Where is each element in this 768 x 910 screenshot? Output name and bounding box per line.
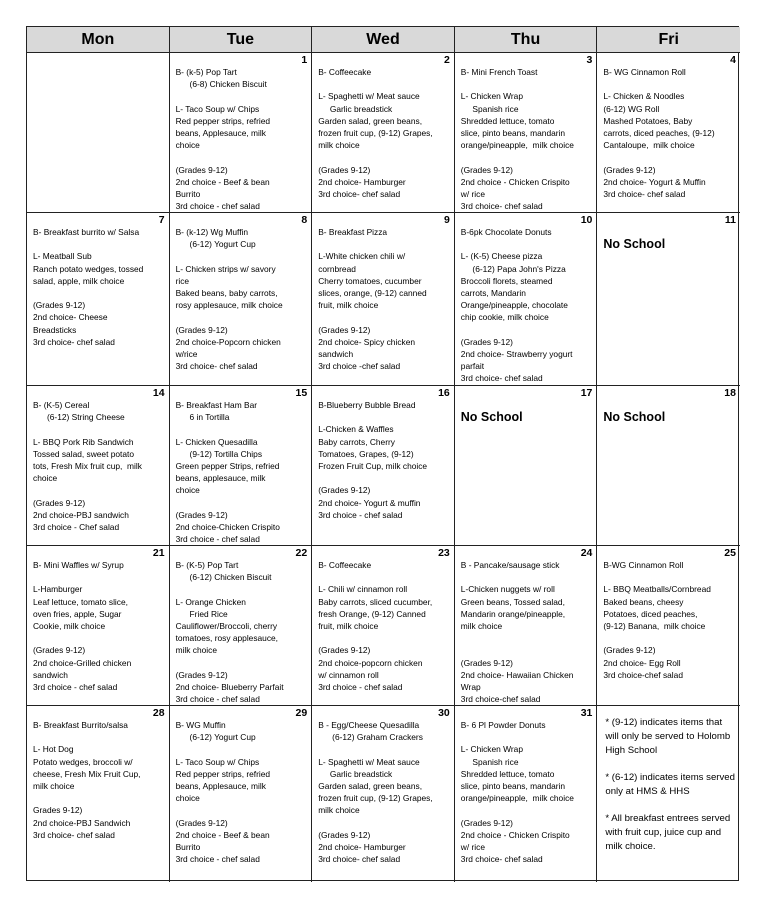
footnote: * (9-12) indicates items that will only be served to Holomb High School	[605, 717, 731, 756]
footnotes	[603, 708, 736, 854]
menu-line: fruit, milk choice	[318, 621, 379, 631]
day-cell	[170, 386, 313, 546]
menu-line: (Grades 9-12)	[33, 645, 86, 656]
menu-line: 2nd choice- Yogurt & muffin	[318, 497, 421, 508]
menu-line: L- Meatball Sub	[33, 251, 92, 262]
menu-line: L- Hot Dog	[33, 744, 74, 755]
menu-line: B- WG Muffin	[175, 720, 226, 730]
menu-line: w/ rice	[460, 842, 485, 852]
menu-line: orange/pineapple, milk choice	[460, 793, 574, 804]
spacer	[33, 731, 165, 743]
day-number: 4	[730, 54, 736, 66]
menu-line: 3rd choice- chef salad	[175, 361, 258, 372]
menu-line: 3rd choice-chef salad	[603, 669, 683, 680]
day-number: 11	[724, 214, 736, 226]
menu-line: B- Breakfast Ham Bar	[175, 400, 258, 410]
day-cell	[597, 706, 740, 882]
menu-line: B- (k-12) Wg Muffin	[175, 227, 249, 237]
spacer	[33, 792, 165, 804]
spacer	[176, 311, 308, 323]
spacer	[33, 571, 165, 583]
menu-line: B- Breakfast Burrito/salsa	[33, 720, 128, 730]
spacer	[603, 151, 736, 163]
menu-line: L- BBQ Meatballs/Cornbread	[603, 584, 711, 595]
menu-line: slice, pinto beans, mandarin	[460, 781, 566, 791]
menu-line: Baked beans, baby carrots,	[175, 288, 278, 298]
menu-line: B- Coffeecake	[318, 560, 372, 570]
menu-line: (Grades 9-12)	[460, 817, 513, 828]
menu-line: 2nd choice - Beef & bean	[175, 829, 270, 840]
spacer	[461, 78, 593, 90]
menu-line: 3rd choice- chef salad	[460, 854, 543, 865]
menu-line: 3rd choice - chef salad	[175, 694, 260, 705]
menu-line: salad, apple, milk choice	[33, 275, 125, 286]
day-cell	[170, 546, 313, 706]
menu-line: 2nd choice- Hawaiian Chicken	[460, 669, 574, 680]
footnote: * (6-12) indicates items served only at HMS & HHS	[605, 772, 735, 797]
menu-line: rosy applesauce, milk choice	[175, 300, 283, 311]
spacer	[176, 657, 308, 669]
menu-line: 2nd choice- Blueberry Parfait	[175, 682, 284, 692]
menu-line: (Grades 9-12)	[318, 829, 371, 840]
menu-line: oven fries, apple, Sugar	[33, 608, 122, 619]
spacer	[33, 238, 165, 250]
menu-line: B- Coffeecake	[318, 67, 372, 77]
menu-line: carrots, Mandarin	[460, 288, 526, 298]
menu-line: Baby carrots, Cherry	[318, 436, 395, 447]
menu-line: L- Taco Soup w/ Chips	[175, 756, 260, 767]
menu-line: B-Blueberry Bubble Bread	[318, 400, 416, 410]
menu-line: rice	[175, 275, 190, 286]
spacer	[176, 583, 308, 595]
menu-line: 3rd choice - chef salad	[318, 682, 403, 692]
day-header-thu: Thu	[455, 27, 598, 53]
menu-line: beans, Applesauce, milk	[175, 128, 266, 138]
menu-line: (6-12) Graham Crackers	[318, 732, 423, 743]
spacer	[176, 743, 308, 755]
menu-line: Shredded lettuce, tomato	[460, 768, 555, 779]
day-cell	[455, 546, 598, 706]
day-cell	[455, 386, 598, 546]
menu-line: Spanish rice	[460, 103, 519, 114]
menu-line: Garlic breadstick	[318, 103, 393, 114]
menu-line: frozen fruit cup, (9-12) Grapes,	[318, 128, 433, 138]
spacer	[176, 151, 308, 163]
menu-line: Baked beans, cheesy	[603, 596, 684, 607]
spacer	[318, 78, 450, 90]
menu-line: 3rd choice - chef salad	[33, 682, 118, 692]
day-cell	[597, 213, 740, 386]
menu-line: 3rd choice -chef salad	[318, 361, 401, 372]
menu-line: 2nd choice- Strawberry yogurt	[460, 349, 573, 359]
no-school-label: No School	[603, 410, 666, 424]
day-header-tue: Tue	[170, 27, 313, 53]
menu-line: Garlic breadstick	[318, 768, 393, 779]
menu-line: 2nd choice-popcorn chicken	[318, 657, 423, 668]
spacer	[461, 632, 593, 644]
menu-line: (Grades 9-12)	[603, 164, 656, 175]
menu-line: (Grades 9-12)	[460, 164, 513, 175]
menu-line: B- (K-5) Cereal	[33, 400, 90, 410]
day-cell	[312, 386, 455, 546]
menu-line: 2nd choice-Popcorn chicken	[175, 336, 281, 347]
menu-line: 2nd choice - Chicken Crispito	[460, 176, 570, 187]
spacer	[33, 423, 165, 435]
menu-line: (6-12) Chicken Biscuit	[175, 572, 272, 583]
menu-line: (Grades 9-12)	[175, 817, 228, 828]
menu-line: slice, pinto beans, mandarin	[460, 128, 566, 138]
spacer	[33, 287, 165, 299]
menu-line: 3rd choice - chef salad	[175, 201, 260, 212]
menu-line: B- Mini Waffles w/ Syrup	[33, 560, 124, 570]
menu-line: B- (k-5) Pop Tart	[175, 67, 237, 77]
menu-line: (Grades 9-12)	[175, 669, 228, 680]
day-number: 23	[438, 547, 450, 559]
menu-line: L-Chicken & Waffles	[318, 424, 394, 435]
menu-line: Wrap	[460, 681, 481, 692]
menu-line: fresh Orange, (9-12) Canned	[318, 608, 426, 619]
menu-line: B- Breakfast burrito w/ Salsa	[33, 227, 140, 237]
menu-line: parfait	[460, 361, 485, 372]
spacer	[318, 817, 450, 829]
spacer	[33, 632, 165, 644]
menu-line: (Grades 9-12)	[318, 485, 371, 496]
menu-line: L- Chicken strips w/ savory	[175, 263, 276, 274]
menu-line: (9-12) Tortilla Chips	[175, 448, 263, 459]
menu-line: 2nd choice-PBJ sandwich	[33, 509, 129, 520]
menu-line: tots, Fresh Mix fruit cup, milk	[33, 461, 142, 471]
spacer	[461, 151, 593, 163]
menu-line: L-White chicken chili w/	[318, 251, 406, 262]
day-header-wed: Wed	[312, 27, 455, 53]
menu-line: (6-12) String Cheese	[33, 412, 125, 423]
menu-line: L-Hamburger	[33, 584, 83, 595]
menu-line: (Grades 9-12)	[318, 324, 371, 335]
day-cell	[312, 546, 455, 706]
menu-line: Cantaloupe, milk choice	[603, 140, 695, 151]
menu-line: Shredded lettuce, tomato	[460, 115, 555, 126]
menu-line: (Grades 9-12)	[318, 645, 371, 656]
menu-line: Frozen Fruit Cup, milk choice	[318, 461, 428, 471]
menu-line: 3rd choice - chef salad	[175, 854, 260, 865]
spacer	[461, 644, 593, 656]
menu-line: B- Breakfast Pizza	[318, 227, 388, 237]
day-number: 7	[158, 214, 165, 226]
menu-line: choice	[175, 485, 200, 496]
day-cell	[455, 53, 598, 213]
menu-line: Garden salad, green beans,	[318, 115, 423, 126]
day-cell	[27, 53, 170, 213]
menu-line: (Grades 9-12)	[175, 509, 228, 520]
day-cell	[170, 213, 313, 386]
spacer	[461, 324, 593, 336]
menu-line: (9-12) Banana, milk choice	[603, 621, 706, 631]
menu-line: B-6pk Chocolate Donuts	[460, 227, 552, 237]
menu-line: 3rd choice- chef salad	[318, 189, 401, 199]
menu-line: Breadsticks	[33, 324, 77, 335]
day-number: 22	[295, 547, 308, 559]
menu-line: Orange/pineapple, chocolate	[460, 300, 568, 311]
spacer	[318, 311, 450, 323]
menu-line: w/ rice	[460, 189, 485, 199]
spacer	[461, 238, 593, 250]
day-cell	[27, 706, 170, 882]
menu-line: L- Chicken Wrap	[460, 744, 523, 755]
menu-line: B - Egg/Cheese Quesadilla	[318, 720, 420, 730]
menu-line: milk choice	[33, 781, 75, 791]
menu-line: B- WG Cinnamon Roll	[603, 67, 686, 77]
menu-line: 3rd choice - chef salad	[175, 534, 260, 545]
menu-line: beans, Applesauce, milk	[175, 781, 266, 791]
day-number: 14	[152, 387, 165, 399]
menu-line: 3rd choice- chef salad	[33, 829, 115, 840]
day-number: 3	[586, 54, 593, 66]
menu-line: Spanish rice	[460, 756, 519, 767]
menu-line: milk choice	[460, 621, 503, 631]
menu-line: L- Chicken Wrap	[460, 91, 523, 102]
menu-line: 3rd choice-chef salad	[460, 694, 541, 705]
menu-line: 2nd choice- Spicy chicken	[318, 336, 416, 347]
spacer	[318, 238, 450, 250]
day-cell	[597, 53, 740, 213]
menu-line: Red pepper strips, refried	[175, 768, 271, 779]
day-number: 16	[438, 387, 450, 399]
menu-line: Potatoes, diced peaches,	[603, 608, 698, 619]
menu-line: w/rice	[175, 349, 198, 359]
menu-line: (Grades 9-12)	[33, 300, 86, 311]
day-number: 30	[438, 707, 450, 719]
day-cell	[597, 386, 740, 546]
day-number: 15	[295, 387, 308, 399]
spacer	[318, 632, 450, 644]
menu-line: B- 6 Pl Powder Donuts	[460, 720, 546, 730]
menu-line: Ranch potato wedges, tossed	[33, 263, 144, 274]
menu-line: L- Taco Soup w/ Chips	[175, 103, 260, 114]
menu-line: 2nd choice- Hamburger	[318, 176, 406, 187]
menu-line: 3rd choice- chef salad	[603, 189, 686, 199]
spacer	[603, 571, 736, 583]
day-number: 24	[580, 547, 593, 559]
menu-line: Tossed salad, sweet potato	[33, 448, 135, 459]
day-header-mon: Mon	[27, 27, 170, 53]
menu-line: Burrito	[175, 842, 201, 852]
menu-line: 2nd choice- Egg Roll	[603, 657, 681, 668]
menu-line: 2nd choice-Chicken Crispito	[175, 522, 280, 532]
menu-line: Cookie, milk choice	[33, 621, 106, 631]
menu-line: Mashed Potatoes, Baby	[603, 115, 693, 126]
day-number: 18	[724, 387, 736, 399]
menu-line: 3rd choice- chef salad	[460, 373, 543, 384]
day-cell	[27, 546, 170, 706]
spacer	[461, 804, 593, 816]
menu-line: L- Chicken Quesadilla	[175, 436, 258, 447]
day-cell	[170, 706, 313, 882]
menu-line: L- Spaghetti w/ Meat sauce	[318, 91, 420, 102]
spacer	[318, 743, 450, 755]
menu-line: cheese, Fresh Mix Fruit Cup,	[33, 768, 141, 779]
menu-line: Baby carrots, sliced cucumber,	[318, 596, 433, 607]
menu-line: 2nd choice- Yogurt & Muffin	[603, 176, 706, 187]
day-cell	[455, 213, 598, 386]
footnote: * All breakfast entrees served with fruit cup, juice cup and milk choice.	[605, 813, 731, 852]
spacer	[176, 497, 308, 509]
day-number: 28	[152, 707, 165, 719]
menu-line: L- BBQ Pork Rib Sandwich	[33, 436, 134, 447]
menu-line: Tomatoes, Grapes, (9-12)	[318, 448, 414, 459]
day-cell	[597, 546, 740, 706]
day-number: 21	[152, 547, 165, 559]
menu-line: (6-12) Yogurt Cup	[175, 239, 256, 250]
menu-line: Garden salad, green beans,	[318, 781, 423, 791]
spacer	[176, 804, 308, 816]
menu-line: 2nd choice - Chicken Crispito	[460, 829, 570, 840]
spacer	[318, 472, 450, 484]
menu-line: Mandarin orange/pineapple,	[460, 608, 566, 619]
spacer	[176, 90, 308, 102]
day-cell	[455, 706, 598, 882]
menu-line: beans, applesauce, milk	[175, 473, 266, 484]
no-school-label: No School	[460, 410, 523, 424]
spacer	[603, 78, 736, 90]
spacer	[318, 151, 450, 163]
menu-line: 2nd choice - Beef & bean	[175, 176, 270, 187]
menu-line: Cauliflower/Broccoli, cherry	[175, 621, 278, 631]
day-cell	[27, 213, 170, 386]
spacer	[318, 411, 450, 423]
spacer	[176, 250, 308, 262]
menu-line: 3rd choice- chef salad	[33, 336, 115, 347]
menu-line: (Grades 9-12)	[460, 657, 513, 668]
menu-line: choice	[175, 140, 200, 151]
menu-line: Leaf lettuce, tomato slice,	[33, 596, 128, 607]
menu-line: slices, orange, (9-12) canned	[318, 288, 427, 298]
menu-line: orange/pineapple, milk choice	[460, 140, 574, 151]
menu-line: B-WG Cinnamon Roll	[603, 560, 684, 570]
menu-line: B - Pancake/sausage stick	[460, 560, 560, 570]
menu-line: 3rd choice - chef salad	[318, 509, 403, 520]
spacer	[603, 632, 736, 644]
day-cell	[170, 53, 313, 213]
menu-line: 3rd choice- chef salad	[460, 201, 543, 212]
menu-line: sandwich	[33, 669, 68, 680]
day-number: 10	[580, 214, 593, 226]
menu-line: Fried Rice	[175, 608, 228, 619]
menu-line: Green pepper Strips, refried	[175, 461, 280, 471]
menu-line: L- Orange Chicken	[175, 596, 246, 607]
menu-line: (Grades 9-12)	[603, 645, 656, 656]
day-number: 9	[443, 214, 450, 226]
menu-line: choice	[175, 793, 200, 804]
menu-line: (6-8) Chicken Biscuit	[175, 79, 267, 90]
menu-line: Grades 9-12)	[33, 805, 83, 816]
menu-line: (6-12) Yogurt Cup	[175, 732, 256, 743]
day-header-fri: Fri	[597, 27, 740, 53]
day-number: 25	[724, 547, 736, 559]
menu-line: (Grades 9-12)	[460, 336, 513, 347]
menu-line: chip cookie, milk choice	[460, 312, 549, 323]
menu-line: 2nd choice- Hamburger	[318, 842, 406, 852]
menu-line: Green beans, Tossed salad,	[460, 596, 565, 607]
day-cell	[312, 53, 455, 213]
spacer	[318, 571, 450, 583]
menu-line: Broccoli florets, steamed	[460, 275, 553, 286]
spacer	[461, 731, 593, 743]
menu-line: (Grades 9-12)	[33, 497, 86, 508]
menu-line: Burrito	[175, 189, 201, 199]
spacer	[176, 423, 308, 435]
day-cell	[312, 706, 455, 882]
day-cell	[27, 386, 170, 546]
menu-line: w/ cinnamon roll	[318, 669, 379, 680]
menu-line: (6-12) Papa John's Pizza	[460, 263, 566, 274]
spacer	[33, 484, 165, 496]
menu-line: 2nd choice-Grilled chicken	[33, 657, 132, 668]
menu-line: (Grades 9-12)	[175, 164, 228, 175]
menu-line: L- Chicken & Noodles	[603, 91, 685, 102]
menu-line: milk choice	[175, 645, 218, 656]
menu-line: carrots, diced peaches, (9-12)	[603, 128, 715, 138]
menu-line: L- Spaghetti w/ Meat sauce	[318, 756, 420, 767]
day-number: 31	[580, 707, 593, 719]
no-school-label: No School	[603, 237, 666, 251]
day-number: 17	[580, 387, 593, 399]
menu-line: Potato wedges, broccoli w/	[33, 756, 133, 767]
menu-line: 2nd choice-PBJ Sandwich	[33, 817, 131, 828]
menu-line: L- Chili w/ cinnamon roll	[318, 584, 408, 595]
menu-line: milk choice	[318, 140, 360, 151]
menu-line: B- Mini French Toast	[460, 67, 538, 77]
menu-line: cornbread	[318, 263, 356, 274]
menu-line: L- (K-5) Cheese pizza	[460, 251, 543, 262]
day-number: 8	[301, 214, 308, 226]
day-cell	[312, 213, 455, 386]
menu-line: choice	[33, 473, 58, 484]
menu-line: 6 in Tortilla	[175, 412, 230, 423]
lunch-calendar	[26, 26, 739, 881]
menu-line: Red pepper strips, refried	[175, 115, 271, 126]
menu-line: milk choice	[318, 805, 360, 816]
menu-line: 3rd choice- chef salad	[318, 854, 401, 865]
spacer	[461, 571, 593, 583]
menu-line: (Grades 9-12)	[175, 324, 228, 335]
day-number: 2	[443, 54, 450, 66]
menu-line: sandwich	[318, 349, 354, 359]
menu-line: B- (K-5) Pop Tart	[175, 560, 239, 570]
menu-line: L-Chicken nuggets w/ roll	[460, 584, 555, 595]
day-number: 1	[301, 54, 308, 66]
menu-line: (6-12) WG Roll	[603, 103, 660, 114]
menu-line: (Grades 9-12)	[318, 164, 371, 175]
menu-line: frozen fruit cup, (9-12) Grapes,	[318, 793, 433, 804]
menu-line: Cherry tomatoes, cucumber	[318, 275, 422, 286]
menu-line: 2nd choice- Cheese	[33, 312, 108, 323]
day-number: 29	[295, 707, 308, 719]
menu-line: 3rd choice - Chef salad	[33, 522, 120, 532]
menu-line: fruit, milk choice	[318, 300, 379, 311]
menu-line: tomatoes, rosy applesauce,	[175, 633, 279, 644]
